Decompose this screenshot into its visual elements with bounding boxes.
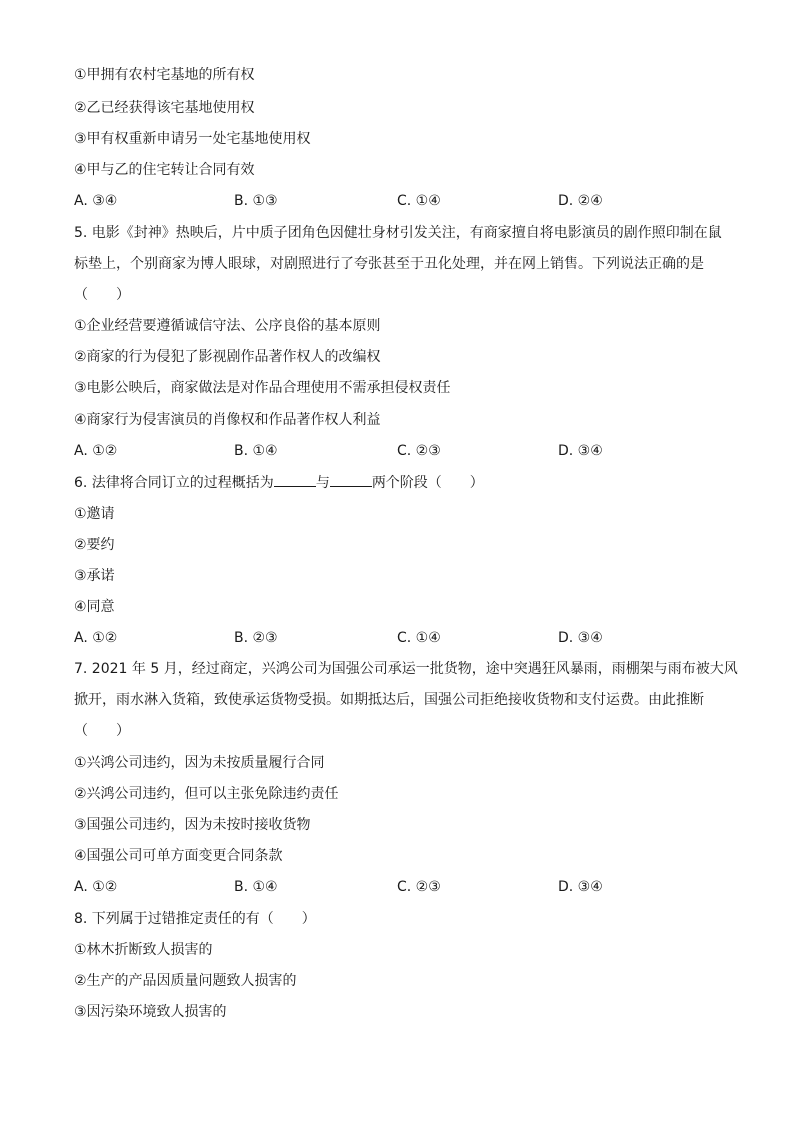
q7-item-4: ④国强公司可单方面变更合同条款 <box>74 848 283 864</box>
q5-options <box>74 443 734 459</box>
q7-option-d: D. ③④ <box>558 879 603 895</box>
q6-option-b: B. ②③ <box>234 630 278 646</box>
q6-options <box>74 630 734 646</box>
q7-option-c: C. ②③ <box>397 879 441 895</box>
q6-option-c: C. ①④ <box>397 630 441 646</box>
q8-item-2: ②生产的产品因质量问题致人损害的 <box>74 973 297 989</box>
q5-stem-line-2: 标垫上，个别商家为博人眼球，对剧照进行了夸张甚至于丑化处理，并在网上销售。下列说法正确的是 <box>74 256 704 272</box>
q4-item-1: ①甲拥有农村宅基地的所有权 <box>74 67 255 83</box>
q8-item-3: ③因污染环境致人损害的 <box>74 1004 227 1020</box>
q4-option-d: D. ②④ <box>558 193 603 209</box>
q7-stem-line-2: 掀开，雨水淋入货箱，致使承运货物受损。如期抵达后，国强公司拒绝接收货物和支付运费。由此推断 <box>74 692 704 708</box>
q7-item-2: ②兴鸿公司违约，但可以主张免除违约责任 <box>74 786 339 802</box>
q6-blank-1 <box>274 474 316 487</box>
q6-stem-part-1: 6. 法律将合同订立的过程概括为 <box>74 475 274 491</box>
q7-stem-line-3: （ ） <box>74 723 130 739</box>
q4-option-c: C. ①④ <box>397 193 441 209</box>
q5-option-d: D. ③④ <box>558 443 603 459</box>
q5-option-c: C. ②③ <box>397 443 441 459</box>
q7-option-a: A. ①② <box>74 879 118 895</box>
q4-item-2: ②乙已经获得该宅基地使用权 <box>74 100 255 116</box>
q6-item-4: ④同意 <box>74 599 115 615</box>
q8-stem: 8. 下列属于过错推定责任的有（ ） <box>74 911 316 927</box>
q5-item-1: ①企业经营要遵循诚信守法、公序良俗的基本原则 <box>74 318 381 334</box>
q6-stem-part-3: 两个阶段（ ） <box>371 475 484 491</box>
q6-item-1: ①邀请 <box>74 506 115 522</box>
q5-item-2: ②商家的行为侵犯了影视剧作品著作权人的改编权 <box>74 349 381 365</box>
q5-item-4: ④商家行为侵害演员的肖像权和作品著作权人利益 <box>74 412 381 428</box>
q4-item-3: ③甲有权重新申请另一处宅基地使用权 <box>74 131 311 147</box>
q5-item-3: ③电影公映后，商家做法是对作品合理使用不需承担侵权责任 <box>74 380 451 396</box>
q4-item-4: ④甲与乙的住宅转让合同有效 <box>74 162 255 178</box>
q6-item-2: ②要约 <box>74 537 115 553</box>
q6-item-3: ③承诺 <box>74 568 115 584</box>
q7-options <box>74 879 734 895</box>
q6-stem-part-2: 与 <box>315 475 330 491</box>
q7-item-1: ①兴鸿公司违约，因为未按质量履行合同 <box>74 755 325 771</box>
q7-option-b: B. ①④ <box>234 879 278 895</box>
q7-stem-line-1: 7. 2021 年 5 月，经过商定，兴鸿公司为国强公司承运一批货物，途中突遇狂风暴雨，雨棚架与雨布被大风 <box>74 661 738 677</box>
q5-stem-line-1: 5. 电影《封神》热映后，片中质子团角色因健壮身材引发关注，有商家擅自将电影演员的剧作照印制在鼠 <box>74 225 722 241</box>
q6-stem <box>74 474 484 491</box>
q5-stem-line-3: （ ） <box>74 287 130 303</box>
q4-option-b: B. ①③ <box>234 193 278 209</box>
q8-item-1: ①林木折断致人损害的 <box>74 942 213 958</box>
q6-option-d: D. ③④ <box>558 630 603 646</box>
q5-option-b: B. ①④ <box>234 443 278 459</box>
q5-option-a: A. ①② <box>74 443 118 459</box>
q6-option-a: A. ①② <box>74 630 118 646</box>
q6-blank-2 <box>330 474 372 487</box>
q4-options <box>74 193 734 209</box>
q7-item-3: ③国强公司违约，因为未按时接收货物 <box>74 817 311 833</box>
q4-option-a: A. ③④ <box>74 193 118 209</box>
